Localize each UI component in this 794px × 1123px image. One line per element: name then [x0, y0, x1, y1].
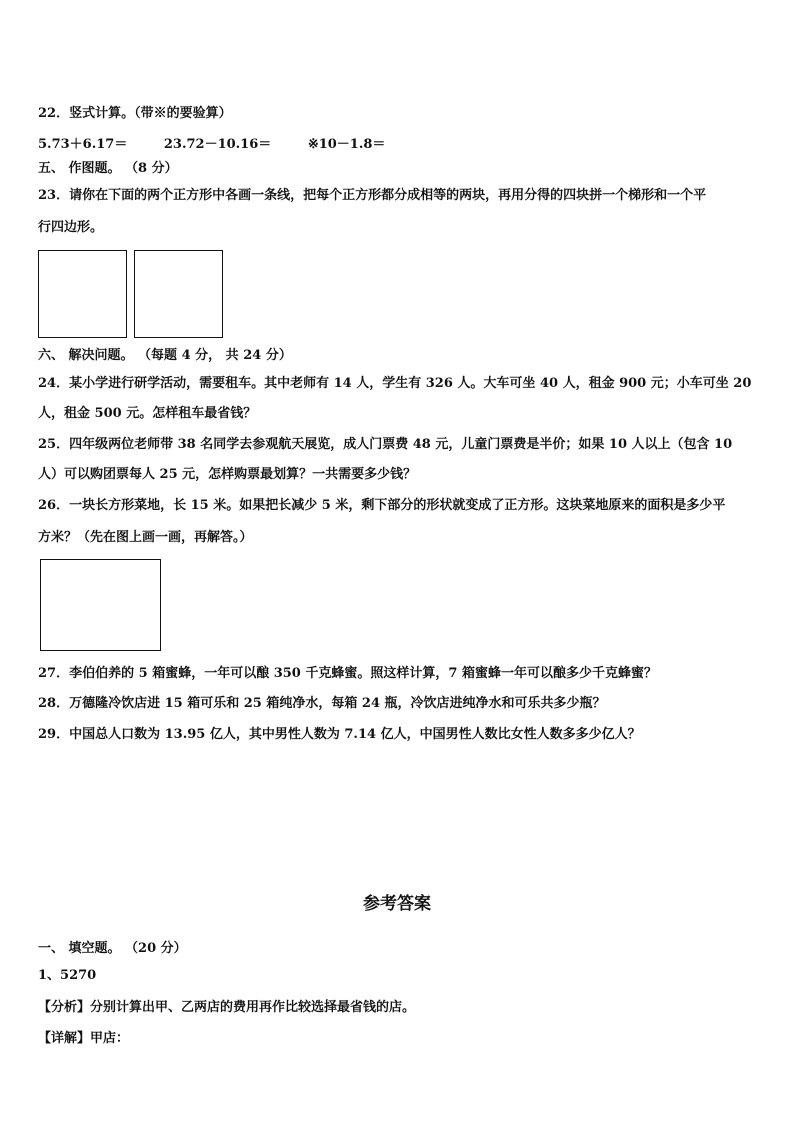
q23-line2: 行四边形。 [38, 220, 104, 235]
q22-calc-row [38, 137, 758, 153]
q28: 28．万德隆冷饮店进 15 箱可乐和 25 箱纯净水，每箱 24 瓶，冷饮店进纯净水和可乐共多少瓶？ [38, 696, 606, 711]
calc-item-2: 23.72－10.16＝ [163, 137, 272, 152]
answers-section-1-heading: 一、 填空题。 （20 分） [38, 941, 187, 956]
answer-analysis: 【分析】分别计算出甲、乙两店的费用再作比较选择最省钱的店。 [38, 1000, 416, 1015]
q24-line1: 24．某小学进行研学活动，需要租车。其中老师有 14 人，学生有 326 人。大车可坐 40 人，租金 900 元；小车可坐 20 [38, 376, 752, 391]
answers-title: 参考答案 [363, 894, 431, 914]
answer-1: 1、5270 [38, 968, 97, 983]
square-figure-2 [134, 250, 223, 338]
rectangle-figure [40, 559, 161, 651]
q25-line1: 25．四年级两位老师带 38 名同学去参观航天展览，成人门票费 48 元，儿童门票费是半价；如果 10 人以上（包含 10 [38, 437, 733, 452]
section-5-heading: 五、 作图题。 （8 分） [38, 161, 178, 176]
q22-title: 22．竖式计算。（带※的要验算） [38, 106, 232, 121]
q25-line2: 人）可以购团票每人 25 元，怎样购票最划算？一共需要多少钱？ [38, 467, 417, 482]
q26-line2: 方米？（先在图上画一画，再解答。） [38, 530, 253, 545]
square-figure-1 [38, 250, 127, 338]
q26-line1: 26．一块长方形菜地，长 15 米。如果把长减少 5 米，剩下部分的形状就变成了正方形。这块菜地原来的面积是多少平 [38, 498, 726, 513]
section-6-heading: 六、 解决问题。 （每题 4 分， 共 24 分） [38, 348, 292, 363]
q29: 29．中国总人口数为 13.95 亿人，其中男性人数为 7.14 亿人，中国男性人数比女性人数多多少亿人？ [38, 727, 641, 742]
answer-detail: 【详解】甲店： [38, 1031, 130, 1046]
calc-item-3: ※10－1.8＝ [307, 137, 386, 152]
q23-line1: 23．请你在下面的两个正方形中各画一条线，把每个正方形都分成相等的两块，再用分得的四块拼一个梯形和一个平 [38, 188, 707, 203]
q24-line2: 人，租金 500 元。怎样租车最省钱？ [38, 406, 257, 421]
calc-item-1: 5.73＋6.17＝ [38, 137, 128, 152]
q27: 27．李伯伯养的 5 箱蜜蜂，一年可以酿 350 千克蜂蜜。照这样计算，7 箱蜜蜂一年可以酿多少千克蜂蜜？ [38, 666, 657, 681]
